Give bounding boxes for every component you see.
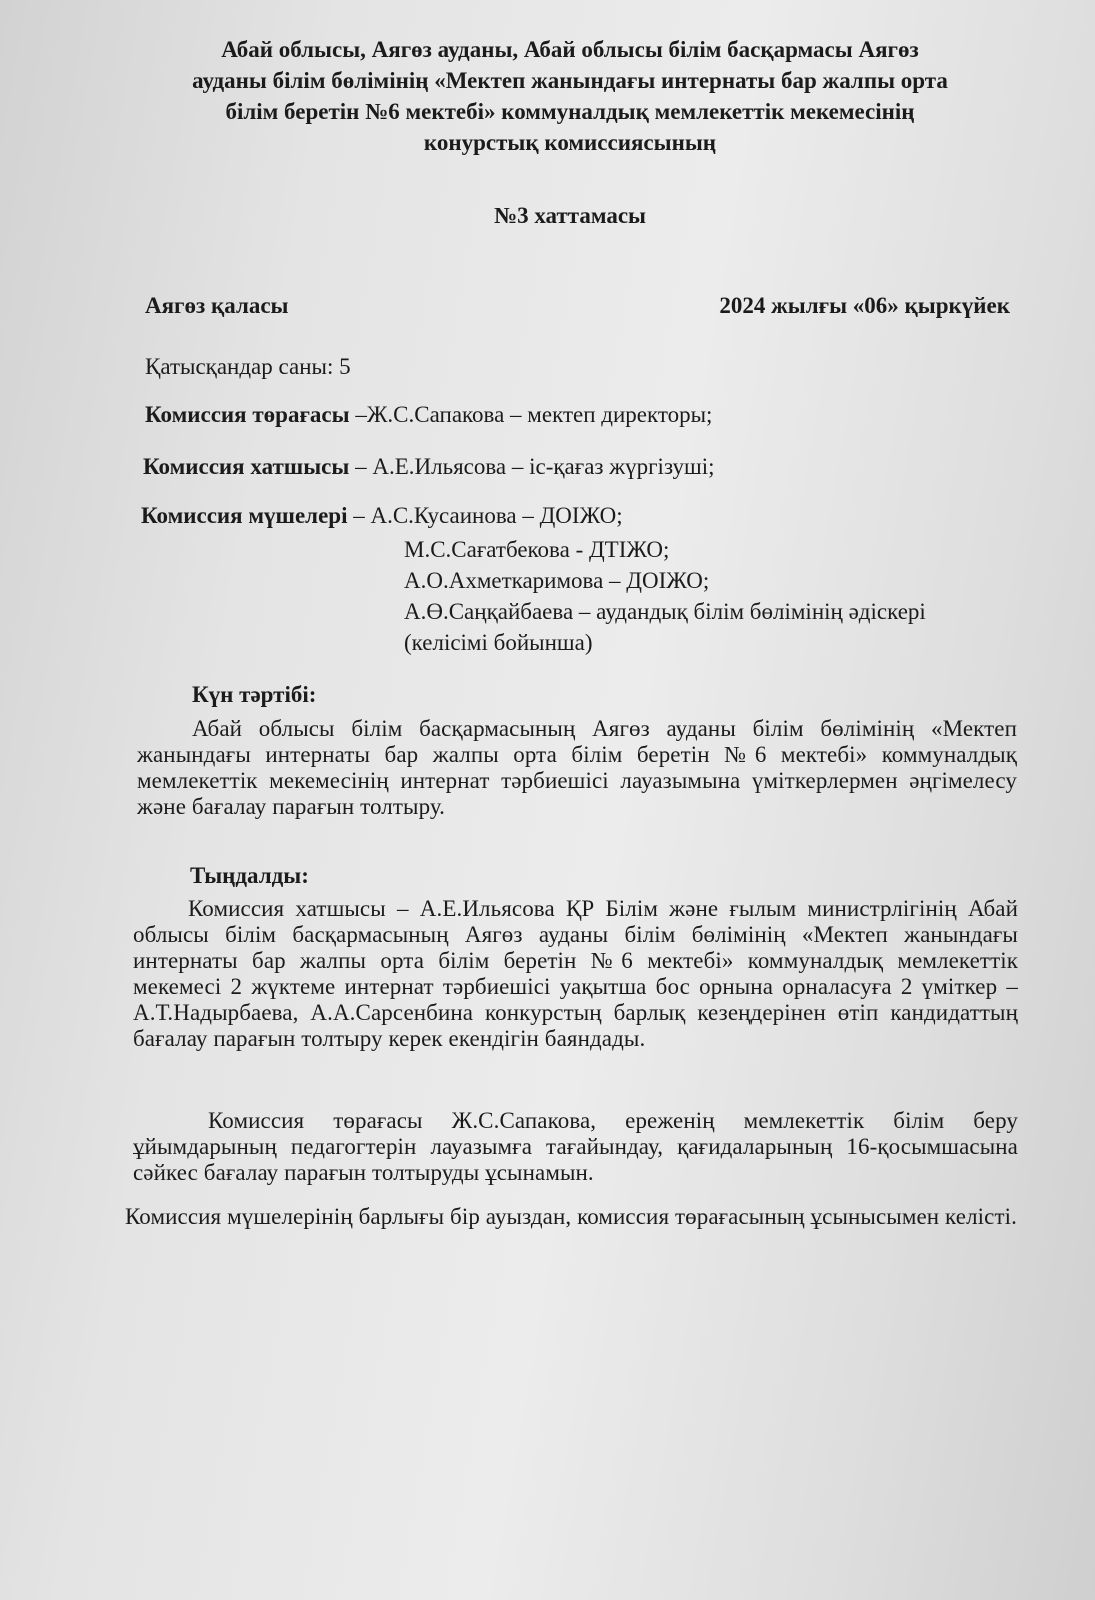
document-date: 2024 жылғы «06» қыркүйек xyxy=(719,293,1010,318)
heard-paragraph-1: Комиссия хатшысы – А.Е.Ильясова ҚР Білім және ғылым министрлігінің Абай облысы білім басқармасының Аягөз ауданы білім бөлімінің «Мектеп жанындағы интернаты бар жалпы орта білім беретін №6 мектебі» коммуналдық мемлекеттік мекемесі 2 жүктеме интернат тәрбиешісі уақытша бос орнына орналасуға 2 үміткер – А.Т.Надырбаева, А.А.Сарсенбина конкурстың барлық кезеңдерінен өтіп кандидаттың бағалау парағын толтыру керек екендігін баяндады. xyxy=(133,896,1018,1051)
commission-secretary xyxy=(143,454,715,480)
protocol-number: №3 хаттамасы xyxy=(493,203,646,228)
participants-count: Қатысқандар саны: 5 xyxy=(145,354,351,379)
heading-line-4: конурстық комиссиясының xyxy=(423,130,717,155)
secretary-label: Комиссия хатшысы xyxy=(143,454,350,479)
heard-paragraph-2: Комиссия төрағасы Ж.С.Сапакова, ереженің мемлекеттік білім беру ұйымдарының педагогтерін лауазымға тағайындау, қағидаларының 16-қосымшасына сәйкес бағалау парағын толтыруды ұсынамын. xyxy=(133,1108,1018,1185)
commission-members xyxy=(141,503,623,529)
members-list xyxy=(404,534,926,658)
agenda-text: Абай облысы білім басқармасының Аягөз ауданы білім бөлімінің «Мектеп жанындағы интернаты бар жалпы орта білім беретін №6 мектебі» коммуналдық мемлекеттік мекемесінің интернат тәрбиешісі лауазымына үміткерлермен әңгімелесу және бағалау парағын толтыру. xyxy=(137,716,1017,819)
chair-value: –Ж.С.Сапакова – мектеп директоры; xyxy=(349,402,713,427)
heading-line-3: білім беретін №6 мектебі» коммуналдық мемлекеттік мекемесінің xyxy=(225,99,915,124)
document-heading xyxy=(130,34,1010,158)
members-first: – А.С.Кусаинова – ДОІЖО; xyxy=(347,503,623,528)
secretary-value: – А.Е.Ильясова – іс-қағаз жүргізуші; xyxy=(349,454,715,479)
member-line: А.О.Ахметкаримова – ДОІЖО; xyxy=(404,568,710,593)
member-line: А.Ө.Саңқайбаева – аудандық білім бөлімінің әдіскері xyxy=(404,599,926,624)
heard-title: Тыңдалды: xyxy=(190,863,309,888)
heard-paragraph-3: Комиссия мүшелерінің барлығы бір ауыздан, комиссия төрағасының ұсынысымен келісті. xyxy=(125,1204,1017,1229)
member-line: (келісімі бойынша) xyxy=(404,630,593,655)
agenda-title: Күн тәртібі: xyxy=(192,682,317,707)
commission-chair xyxy=(145,402,712,428)
members-label: Комиссия мүшелері xyxy=(141,503,348,528)
heading-line-2: ауданы білім бөлімінің «Мектеп жанындағы интернаты бар жалпы орта xyxy=(192,68,948,93)
chair-label: Комиссия төрағасы xyxy=(145,402,350,427)
member-line: М.С.Сағатбекова - ДТІЖО; xyxy=(404,537,670,562)
heading-line-1: Абай облысы, Аягөз ауданы, Абай облысы білім басқармасы Аягөз xyxy=(221,37,919,62)
document-place: Аягөз қаласы xyxy=(145,293,289,318)
